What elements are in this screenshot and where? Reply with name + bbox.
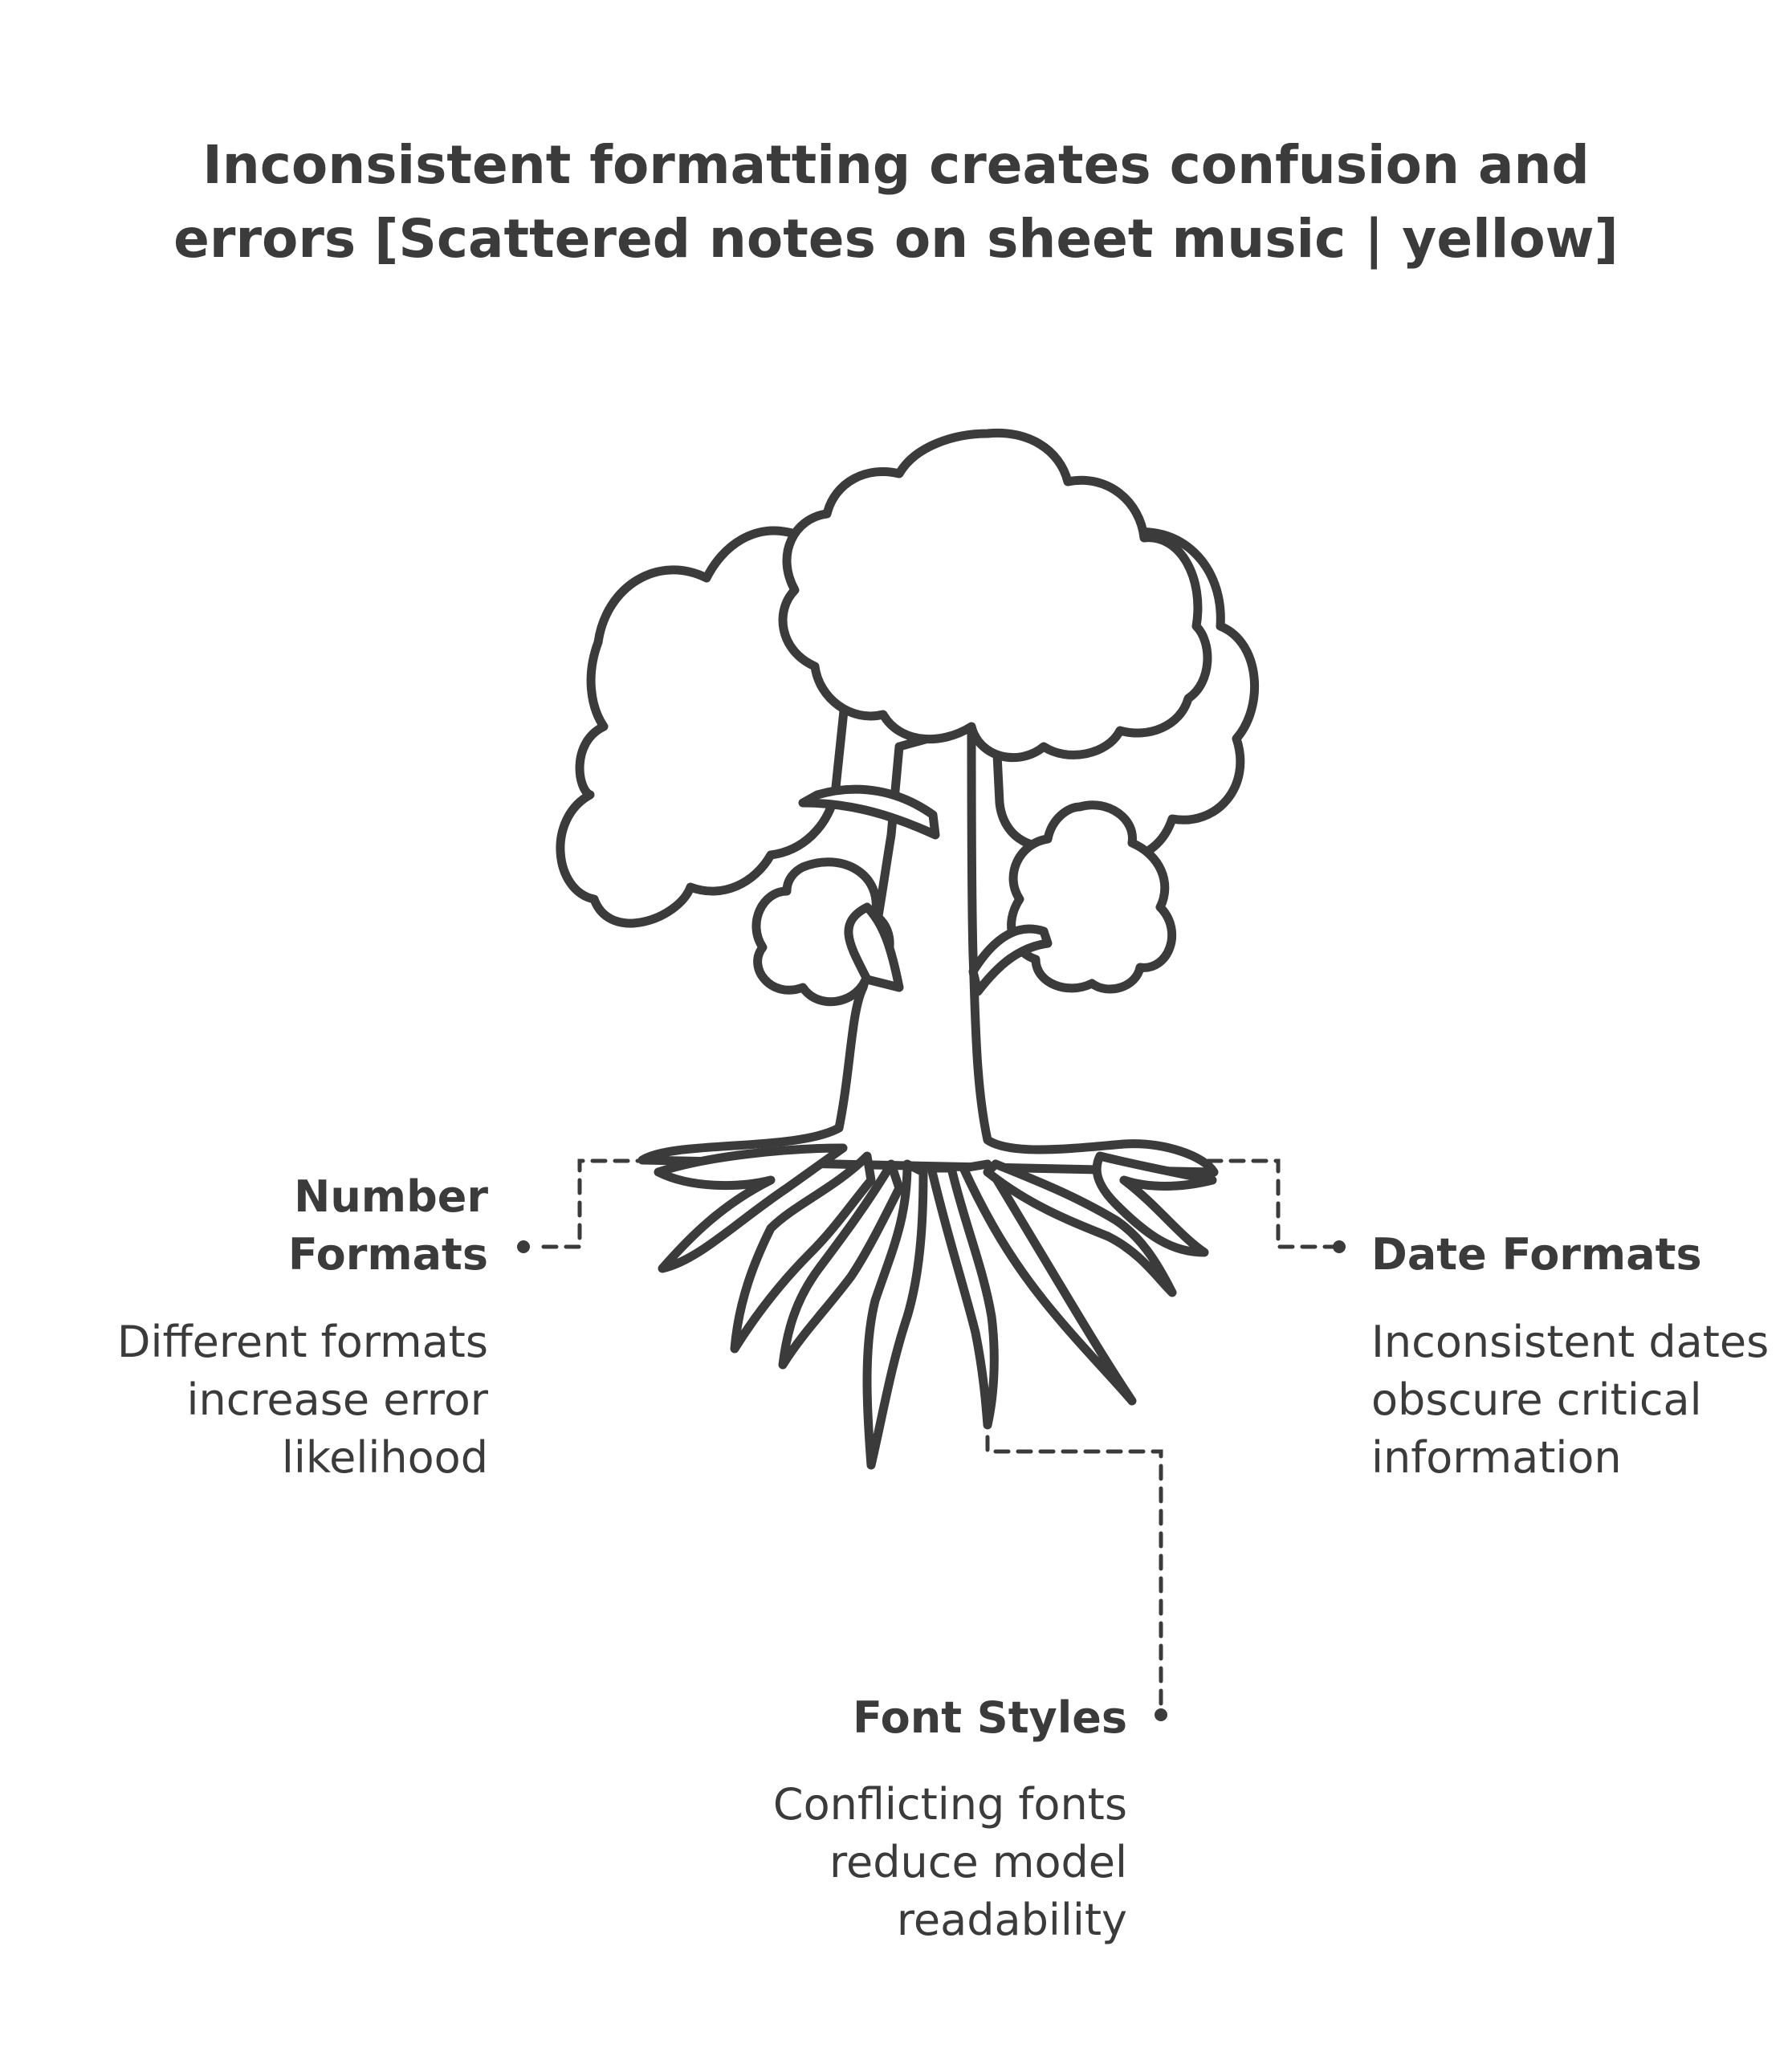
connector-font-styles [988, 1437, 1161, 1715]
connector-dot-date [1333, 1240, 1346, 1253]
connector-date-formats [1208, 1161, 1333, 1247]
canopy-top [783, 433, 1208, 757]
connector-dot-font [1155, 1708, 1167, 1721]
number-formats-description: Different formats increase error likelihood [116, 1317, 488, 1483]
date-formats-heading: Date Formats [1371, 1229, 1702, 1280]
connector-dot-number [517, 1240, 530, 1253]
connector-number-formats [534, 1161, 650, 1247]
date-formats-description: Inconsistent dates obscure critical information [1371, 1317, 1770, 1483]
number-formats-heading: Number Formats [287, 1171, 488, 1280]
font-styles-description: Conflicting fonts reduce model readability [772, 1779, 1127, 1945]
font-styles-heading: Font Styles [852, 1692, 1127, 1743]
diagram-title: Inconsistent formatting creates confusion and errors [Scattered notes on sheet music | yellow] [173, 134, 1619, 270]
